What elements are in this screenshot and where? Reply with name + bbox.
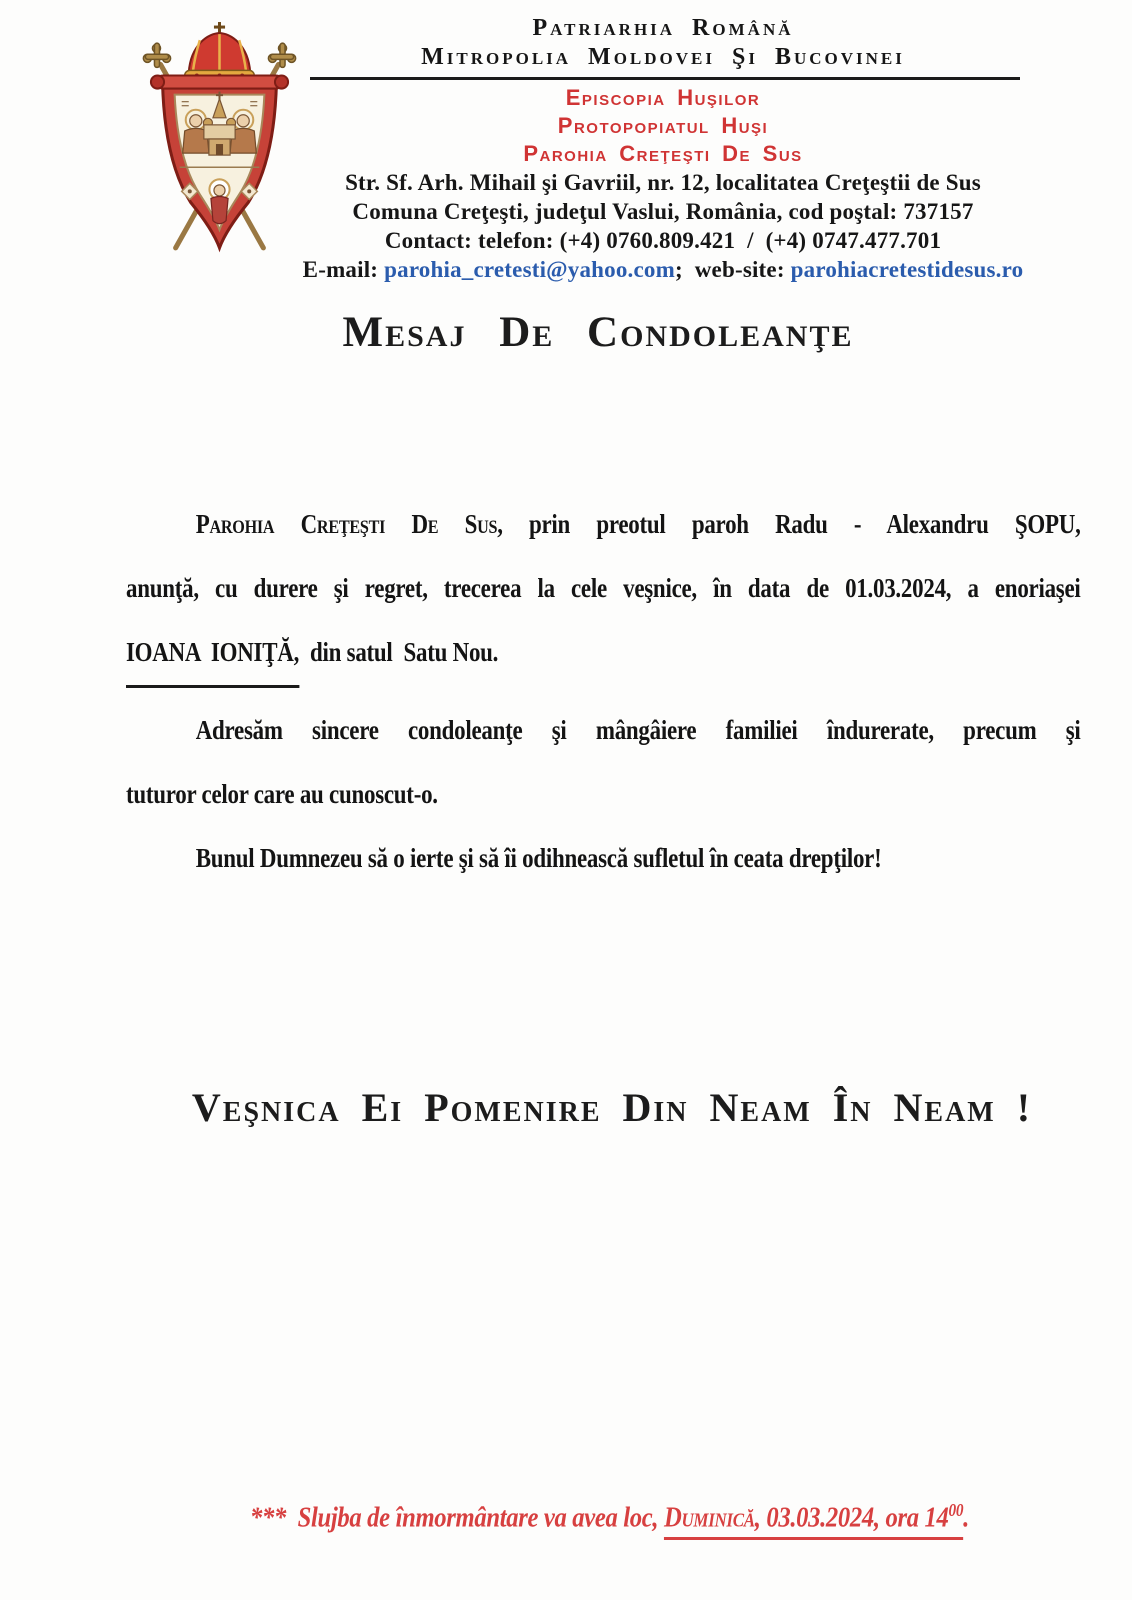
deanery-name: Protopopiatul Huşi: [557, 113, 769, 138]
notice-stars: ***: [250, 1501, 298, 1534]
crown-icon: [185, 22, 255, 80]
email-label: E-mail:: [302, 257, 385, 282]
contact-line: Contact: telefon: (+4) 0760.809.421 / (+4) 0747.477.701: [384, 228, 942, 253]
memorial-line: Veşnica Ei Pomenire Din Neam În Neam !: [191, 1085, 1033, 1130]
funeral-notice: [250, 1500, 969, 1540]
website-label: ; web-site:: [674, 257, 791, 282]
email-address: parohia_cretesti@yahoo.com: [384, 257, 675, 282]
notice-text: Slujba de înmormântare va avea loc,: [297, 1501, 665, 1534]
document-title: Mesaj De Condoleanţe: [342, 309, 854, 356]
email-line: [298, 255, 1028, 284]
funeral-hour-superscript: 00: [948, 1500, 964, 1520]
body-paragraph-1-line-1: Parohia Creţeşti De Sus, prin preotul paroh Radu - Alexandru ŞOPU,: [195, 509, 1081, 539]
parish-name-inline: Parohia Creţeşti De Sus: [195, 509, 498, 539]
letterhead: [298, 14, 1028, 284]
body-paragraph-1-line-2: anunţă, cu durere şi regret, trecerea la cele veşnice, în data de 01.03.2024, a enoriaşei: [126, 573, 1081, 603]
metropolis-name: Mitropolia Moldovei Şi Bucovinei: [421, 44, 905, 70]
header-divider: [310, 77, 1020, 80]
parish-name: Parohia Creţeşti De Sus: [523, 141, 803, 166]
parish-emblem: [126, 20, 313, 262]
address-line-1: Str. Sf. Arh. Mihail şi Gavriil, nr. 12, localitatea Creţeştii de Sus: [345, 170, 981, 195]
funeral-date: [664, 1500, 963, 1540]
priest-name: ŞOPU: [1014, 509, 1076, 539]
notice-period: .: [963, 1501, 969, 1534]
website-address: parohiacretestidesus.ro: [790, 257, 1024, 282]
funeral-date-time: , 03.03.2024, ora 14: [754, 1501, 949, 1534]
body-paragraph-2-line-1: Adresăm sincere condoleanţe şi mângâiere familiei îndurerate, precum şi: [195, 715, 1081, 745]
body-paragraph-1-line-3: [126, 620, 1081, 688]
deceased-name: IOANA IONIŢĂ,: [126, 620, 299, 688]
body-paragraph-2-line-2: tuturor celor care au cunoscut-o.: [126, 779, 438, 809]
funeral-day: Duminică: [664, 1501, 755, 1534]
diocese-name: Episcopia Huşilor: [565, 85, 761, 110]
address-line-2: Comuna Creţeşti, judeţul Vaslui, România, cod poştal: 737157: [352, 199, 974, 224]
letter-body: [126, 492, 1081, 890]
body-paragraph-3: Bunul Dumnezeu să o ierte şi să îi odihnească sufletul în ceata drepţilor!: [195, 843, 882, 873]
deceased-village: din satul Satu Nou.: [299, 637, 499, 667]
patriarchate-name: Patriarhia Română: [532, 15, 794, 41]
